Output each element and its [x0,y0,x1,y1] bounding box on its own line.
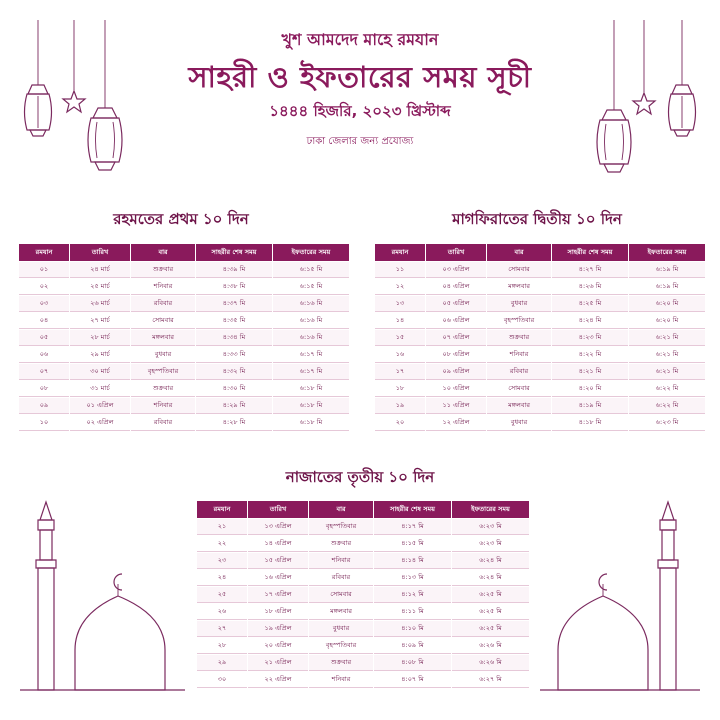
table-cell: ০৯ এপ্রিল [426,364,486,380]
table-cell: ৬:১৮ মি [273,398,349,414]
table-cell: ২৮ [197,638,247,654]
table-cell: বৃহস্পতিবার [309,638,373,654]
column-header: বার [131,244,195,261]
section-title-third: নাজাতের তৃতীয় ১০ দিন [285,468,435,486]
table-cell: ১৮ [375,381,425,397]
table-cell: ৪:৩৩ মি [196,347,272,363]
column-header: ইফতারের সময় [452,501,529,518]
year-text: ১৪৪৪ হিজরি, ২০২৩ খ্রিস্টাব্দ [269,102,451,120]
table-row [197,655,529,671]
table-cell: ১৬ এপ্রিল [248,570,308,586]
table-row [197,519,529,535]
table-cell: ৪:০৮ মি [374,655,451,671]
table-cell: ২৫ [197,587,247,603]
table-cell: ১১ [375,262,425,278]
table-row [375,279,705,295]
table-cell: ৪:২৮ মি [196,415,272,431]
table-cell: ৪:১১ মি [374,604,451,620]
section-title-first: রহমতের প্রথম ১০ দিন [113,210,249,228]
table-cell: শুক্রবার [309,655,373,671]
table-cell: ৬:১৮ মি [273,381,349,397]
table-cell: শুক্রবার [487,330,551,346]
table-cell: ১৪ [375,313,425,329]
table-cell: ৬:২১ মি [629,364,705,380]
table-cell: ০৩ [19,296,69,312]
mosque-icon [20,502,185,690]
table-cell: সোমবার [487,381,551,397]
table-cell: ১৯ এপ্রিল [248,621,308,637]
table-cell: ৬:২৫ মি [452,604,529,620]
table-cell: ১৩ [375,296,425,312]
table-cell: ১৯ [375,398,425,414]
table-cell: সোমবার [487,262,551,278]
table-cell: ২২ [197,536,247,552]
schedule-table-third [196,500,530,689]
table-body [375,262,705,431]
page-title: সাহরী ও ইফতারের সময় সূচী [188,60,532,94]
table-cell: ০৬ এপ্রিল [426,313,486,329]
column-header: ইফতারের সময় [273,244,349,261]
section-title-second: মাগফিরাতের দ্বিতীয় ১০ দিন [452,210,622,228]
table-cell: ৪:১০ মি [374,621,451,637]
table-row [19,364,349,380]
table-cell: ৬:১৫ মি [273,279,349,295]
column-header: সাহরীর শেষ সময় [196,244,272,261]
table-cell: মঙ্গলবার [309,604,373,620]
column-header: রমযান [19,244,69,261]
column-header: তারিখ [426,244,486,261]
column-header: রমযান [375,244,425,261]
table-cell: রবিবার [487,364,551,380]
table-cell: ৬:২৬ মি [452,655,529,671]
table-cell: ০৬ [19,347,69,363]
table-cell: বৃহস্পতিবার [309,519,373,535]
table-cell: ৬:১৯ মি [629,279,705,295]
table-cell: ৪:৩২ মি [196,364,272,380]
table-cell: ৪:২৭ মি [552,262,628,278]
table-cell: ৬:২৪ মি [452,570,529,586]
table-cell: ০৮ [19,381,69,397]
table-header-row [19,244,349,261]
table-cell: ১৭ এপ্রিল [248,587,308,603]
table-cell: রবিবার [131,415,195,431]
table-cell: ২১ এপ্রিল [248,655,308,671]
table-row [19,330,349,346]
table-cell: ০৪ [19,313,69,329]
table-cell: ৬:২০ মি [629,313,705,329]
table-cell: ৬:১৯ মি [629,262,705,278]
table-cell: ৬:২৩ মি [452,519,529,535]
table-cell: ২৪ মার্চ [70,262,130,278]
table-cell: ৩০ মার্চ [70,364,130,380]
table-header-row [375,244,705,261]
table-cell: ২৫ মার্চ [70,279,130,295]
table-body [19,262,349,431]
table-cell: ৬:২০ মি [629,296,705,312]
table-cell: ৪:৩৯ মি [196,262,272,278]
table-cell: ০৫ এপ্রিল [426,296,486,312]
table-cell: ২৯ মার্চ [70,347,130,363]
table-cell: ৪:২০ মি [552,381,628,397]
table-row [375,415,705,431]
table-cell: শুক্রবার [131,381,195,397]
table-cell: ২৬ [197,604,247,620]
table-cell: ৬:১৫ মি [273,262,349,278]
table-cell: ৬:১৬ মি [273,296,349,312]
table-cell: ১৬ [375,347,425,363]
table-cell: ০৫ [19,330,69,346]
table-cell: ১০ [19,415,69,431]
table-cell: ১৫ এপ্রিল [248,553,308,569]
table-cell: ০১ এপ্রিল [70,398,130,414]
table-cell: ১৩ এপ্রিল [248,519,308,535]
table-cell: ২৯ [197,655,247,671]
table-cell: ৬:১৮ মি [273,415,349,431]
table-cell: ৬:২১ মি [629,330,705,346]
table-cell: ০৪ এপ্রিল [426,279,486,295]
table-row [197,672,529,688]
table-cell: মঙ্গলবার [487,279,551,295]
table-row [197,621,529,637]
table-cell: শনিবার [131,279,195,295]
table-row [375,347,705,363]
table-row [197,553,529,569]
table-cell: ১২ এপ্রিল [426,415,486,431]
table-cell: ২০ [375,415,425,431]
table-cell: ১০ এপ্রিল [426,381,486,397]
table-row [19,296,349,312]
table-cell: ৪:৩৪ মি [196,330,272,346]
table-cell: ৬:২৬ মি [452,638,529,654]
table-row [375,364,705,380]
column-header: বার [309,501,373,518]
table-cell: ৬:২৫ মি [452,587,529,603]
table-cell: ১২ [375,279,425,295]
column-header: তারিখ [248,501,308,518]
table-cell: ৪:২৬ মি [552,279,628,295]
column-header: বার [487,244,551,261]
table-cell: ০৭ এপ্রিল [426,330,486,346]
table-cell: ৬:২৪ মি [452,553,529,569]
table-row [375,381,705,397]
mosque-icon [540,502,700,690]
table-cell: ৬:২২ মি [629,398,705,414]
table-cell: শনিবার [309,553,373,569]
table-cell: ২১ [197,519,247,535]
table-cell: শনিবার [131,398,195,414]
table-cell: ৪:১৫ মি [374,536,451,552]
table-row [19,381,349,397]
table-row [19,415,349,431]
table-row [375,262,705,278]
table-body [197,519,529,688]
table-cell: ৪:৩৫ মি [196,313,272,329]
table-cell: ৬:২৭ মি [452,672,529,688]
table-cell: বৃহস্পতিবার [131,364,195,380]
table-row [19,313,349,329]
table-cell: ৪:০৭ মি [374,672,451,688]
schedule-table-second [374,243,706,432]
table-cell: ৪:১৩ মি [374,570,451,586]
table-row [197,536,529,552]
table-cell: ০২ [19,279,69,295]
table-cell: শুক্রবার [309,536,373,552]
table-cell: ০৩ এপ্রিল [426,262,486,278]
table-cell: ৩০ [197,672,247,688]
table-cell: ৬:২৩ মি [629,415,705,431]
table-cell: শনিবার [309,672,373,688]
table-cell: ২৪ [197,570,247,586]
table-cell: শনিবার [487,347,551,363]
table-row [375,330,705,346]
table-cell: ২২ এপ্রিল [248,672,308,688]
table-row [19,398,349,414]
table-cell: ৪:২৫ মি [552,296,628,312]
table-cell: রবিবার [131,296,195,312]
table-cell: ৬:২২ মি [629,381,705,397]
table-cell: ০৯ [19,398,69,414]
table-cell: ৪:১৭ মি [374,519,451,535]
table-cell: ৪:৩০ মি [196,381,272,397]
table-cell: বুধবার [309,621,373,637]
column-header: তারিখ [70,244,130,261]
table-cell: ৬:২৫ মি [452,621,529,637]
table-cell: ৪:২১ মি [552,364,628,380]
table-cell: ৪:১২ মি [374,587,451,603]
table-cell: বুধবার [487,296,551,312]
table-cell: সোমবার [309,587,373,603]
table-cell: ৪:২৩ মি [552,330,628,346]
table-cell: ৪:৩৮ মি [196,279,272,295]
table-cell: বৃহস্পতিবার [487,313,551,329]
table-cell: ৬:১৭ মি [273,347,349,363]
table-cell: ০৮ এপ্রিল [426,347,486,363]
column-header: ইফতারের সময় [629,244,705,261]
table-cell: ১৭ [375,364,425,380]
table-cell: মঙ্গলবার [487,398,551,414]
column-header: রমযান [197,501,247,518]
table-row [19,279,349,295]
district-note: ঢাকা জেলার জন্য প্রযোজ্য [306,136,414,147]
table-row [197,604,529,620]
table-cell: ২৩ [197,553,247,569]
table-cell: ০১ [19,262,69,278]
table-cell: ২০ এপ্রিল [248,638,308,654]
table-cell: ০৭ [19,364,69,380]
table-cell: ১৪ এপ্রিল [248,536,308,552]
table-cell: ৪:১৮ মি [552,415,628,431]
greeting-text: খুশ আমদেদ মাহে রমযান [281,30,439,49]
table-header-row [197,501,529,518]
schedule-table-first [18,243,350,432]
table-row [197,570,529,586]
table-cell: ৬:১৬ মি [273,330,349,346]
table-cell: শুক্রবার [131,262,195,278]
table-row [19,347,349,363]
table-cell: ৪:১৪ মি [374,553,451,569]
table-cell: ৪:৩৭ মি [196,296,272,312]
table-cell: ৪:২৯ মি [196,398,272,414]
table-cell: ২৬ মার্চ [70,296,130,312]
table-row [19,262,349,278]
table-cell: ৪:২৪ মি [552,313,628,329]
table-cell: ৬:২১ মি [629,347,705,363]
table-cell: বুধবার [487,415,551,431]
table-row [197,587,529,603]
table-cell: ৬:১৭ মি [273,364,349,380]
table-row [375,398,705,414]
table-cell: ৩১ মার্চ [70,381,130,397]
table-row [375,296,705,312]
table-cell: ১৮ এপ্রিল [248,604,308,620]
table-cell: ১৫ [375,330,425,346]
table-row [375,313,705,329]
table-cell: ৪:১৯ মি [552,398,628,414]
table-cell: ৬:২৩ মি [452,536,529,552]
table-cell: ২৭ [197,621,247,637]
table-cell: ১১ এপ্রিল [426,398,486,414]
table-cell: রবিবার [309,570,373,586]
table-cell: ০২ এপ্রিল [70,415,130,431]
table-cell: সোমবার [131,313,195,329]
column-header: সাহরীর শেষ সময় [374,501,451,518]
table-cell: মঙ্গলবার [131,330,195,346]
table-cell: ২৮ মার্চ [70,330,130,346]
table-cell: বুধবার [131,347,195,363]
table-cell: ৬:১৬ মি [273,313,349,329]
table-cell: ২৭ মার্চ [70,313,130,329]
table-row [197,638,529,654]
table-cell: ৪:০৯ মি [374,638,451,654]
table-cell: ৪:২২ মি [552,347,628,363]
column-header: সাহরীর শেষ সময় [552,244,628,261]
